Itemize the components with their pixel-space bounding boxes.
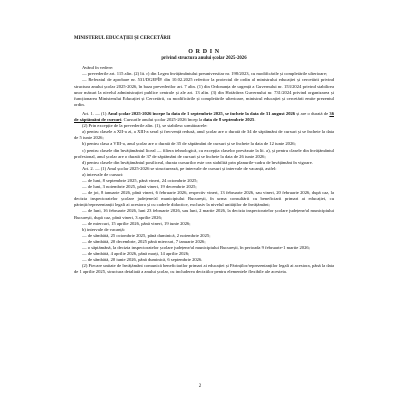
body-paragraph: d) pentru clasele din învățământul postliceal, durata cursurilor este cea stabilită prin planurile-cadru de învățământ în vigoare. [82,159,313,165]
body-paragraph: — de sâmbătă, 4 aprilie 2026, până marți, 14 aprilie 2026; [82,251,190,257]
body-paragraph: — de sâmbătă, 25 octombrie 2025, până duminică, 2 noiembrie 2025; [82,232,211,238]
ministry-header: MINISTERUL EDUCAȚIEI ȘI CERCETĂRII [74,36,171,41]
school-year-dates: Anul școlar 2025-2026 începe la data de 1 septembrie 2025, se încheie la data de 31 august 2026 [107,110,296,116]
body-paragraph: — de joi, 8 ianuarie 2026, până vineri, 6 februarie 2026, respectiv vineri, 13 februarie 2026, sau vineri, 20 februarie 2026, după caz, la decizia inspectoratelor școlare județene/al municipiului București, în urma consultării cu beneficiarii primari ai educației, cu părinții/reprezentanții legali ai acestora și cu cadrele didactice, exclusiv la nivelul unităților de învățământ; [74,190,334,208]
preamble [74,65,334,108]
body-paragraph: (2) Fiecare unitate de învățământ comunică beneficiarilor primari ai educației și Părinților/reprezentanților legali ai acestora, până la data de 1 aprilie 2025, structura detaliată a anului școlar, cu includerea deciziilor pentru elementele flexibile ale acesteia. [74,263,334,275]
preamble-paragraph: — Referatul de aprobare nr. 531/DGEPÎP. din 10.02.2025 referitor la proiectul de ordin al ministrului educației și cercetării privind structura anului școlar 2025-2026, în baza prevederilor art. 7 alin. (1) din Ordonanța de urgență a Guvernului nr. 153/2024 privind stabilirea unor măsuri la nivelul administrației publice centrale și ale art. 13 alin. (3) din Hotărârea Guvernului nr. 731/2024 privind organizarea și funcționarea Ministerului Educației și Cercetării, cu modificările și completările ulterioare, ministrul educației și cercetării emite prezentul ordin. [74,77,334,107]
body-paragraph: — de sâmbătă, 20 iunie 2026, până duminică, 6 septembrie 2026. [82,257,203,263]
article-1-lead: Art. 1. — (1) [82,110,108,116]
body-paragraph: b) pentru clasa a VIII-a, anul școlar are o durată de 35 de săptămâni de cursuri și se încheie la data de 12 iunie 2026; [82,141,296,147]
classes-start-date: data de 8 septembrie 2025 [203,117,255,123]
article-1-text: și are o durată de [295,110,330,116]
document-title: O R D I N [188,49,220,56]
body-paragraph: a) pentru clasele a XII-a zi, a XIII-a seral și frecvență redusă, anul școlar are o durată de 34 de săptămâni de cursuri și se încheie la data de 5 iunie 2026; [74,129,334,141]
body-paragraph: — de luni, 16 februarie 2026, luni 23 februarie 2026, sau luni, 2 martie 2026, la decizia inspectoratelor școlare județene/al municipiului București, după caz, până vineri, 3 aprilie 2026; [74,208,334,220]
body-paragraph: (2) Prin excepție de la prevederile alin. (1), se stabilesc următoarele: [82,123,208,129]
preamble-paragraph: — prevederile art. 115 alin. (2) lit. r) din Legea învățământului preuniversitar nr. 198/2023, cu modificările și completările ulterioare; [82,71,328,77]
body-paragraph: — de miercuri, 15 aprilie 2026, până vineri, 19 iunie 2026; [82,220,191,226]
body-paragraph: b) intervale de vacanță: [82,226,125,232]
body-paragraph: — de luni, 8 septembrie 2025, până vineri, 24 octombrie 2025; [82,177,198,183]
body-paragraph: a) intervale de cursuri: [82,171,124,177]
article-body [74,123,334,275]
weeks-of-classes: 36 de săptămâni de cursuri [74,110,334,123]
page-number: 2 [198,384,202,389]
article-1-text: . [254,117,256,123]
body-paragraph: — de sâmbătă, 20 decembrie, 2025 până miercuri, 7 ianuarie 2026; [82,238,206,244]
preamble-paragraph: Având în vedere: [82,65,114,71]
body-paragraph: — o săptămână, la decizia inspectoratelor școlare județene/al municipiului București, în perioada 9 februarie-1 martie 2026; [82,245,310,250]
article-1-paragraph-1 [74,111,334,123]
article-1-text: . Cursurile anului școlar 2025-2026 încep la [121,117,204,123]
body-paragraph: c) pentru clasele din învățământul liceal — filiera tehnologică, cu excepția claselor prevăzute la lit. a), și pentru clasele din învățământul profesional, anul școlar are o durată de 37 de săptămâni de cursuri și se încheie la data de 26 iunie 2026; [74,147,334,159]
body-paragraph: — de luni, 3 noiembrie 2025, până vineri, 19 decembrie 2025; [82,184,197,190]
body-paragraph: Art. 2. — (1) Anul școlar 2025-2026 se structurează, pe intervale de cursuri și intervale de vacanță, astfel: [82,165,277,171]
document-subtitle: privind structura anului școlar 2025-2026 [161,56,247,62]
